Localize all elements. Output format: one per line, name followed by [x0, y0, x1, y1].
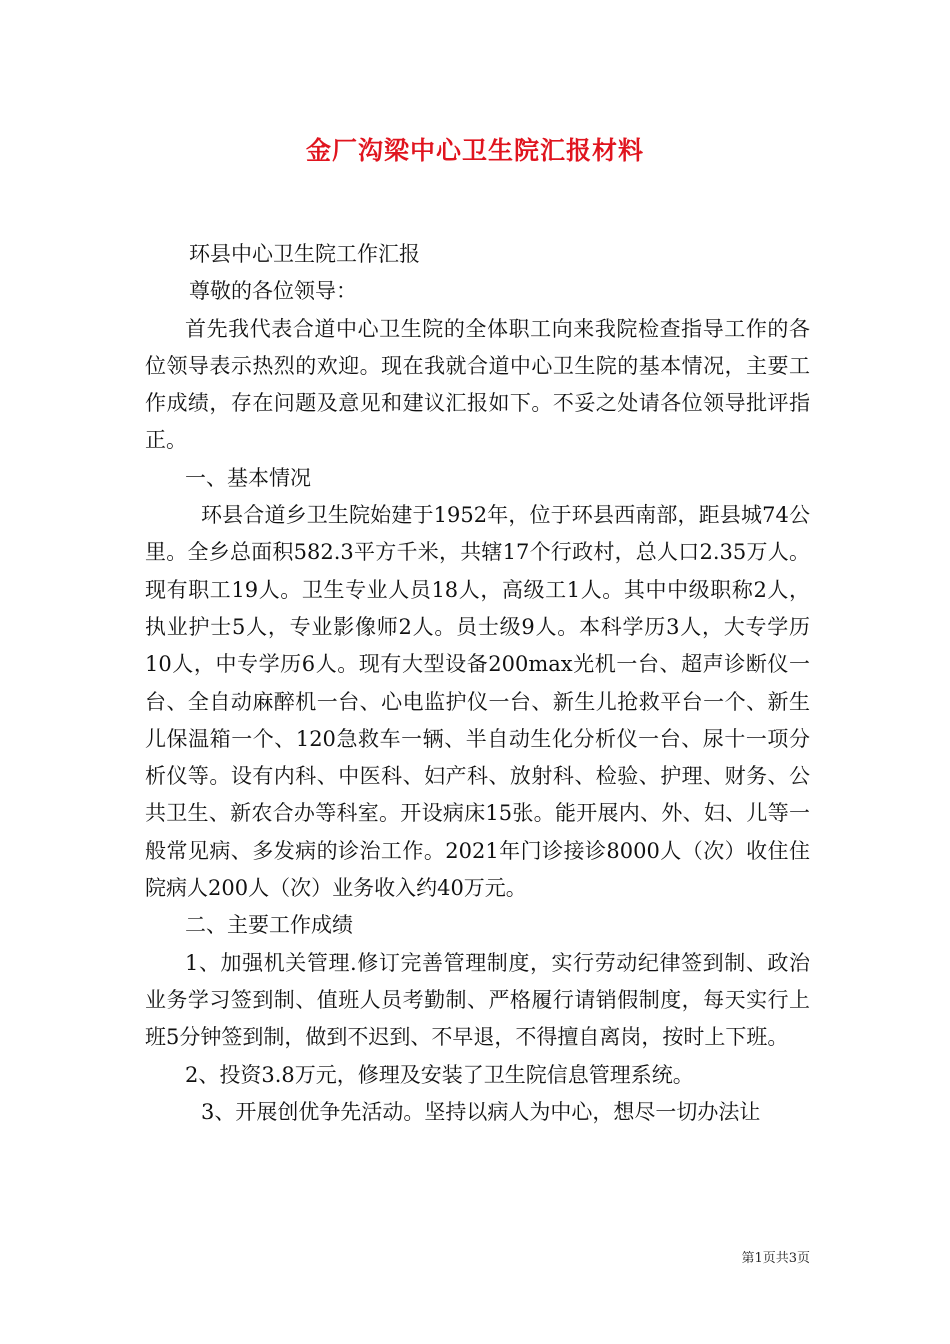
document-title: 金厂沟梁中心卫生院汇报材料 [305, 136, 644, 165]
achievement-item-1: 1、加强机关管理.修订完善管理制度，实行劳动纪律签到制、政治业务学习签到制、值班人员考勤制、严格履行请销假制度，每天实行上班5分钟签到制，做到不迟到、不早退，不得擅自离岗，按时上下班。 [145, 950, 810, 1050]
achievement-item-3: 3、开展创优争先活动。坚持以病人为中心，想尽一切办法让 [201, 1099, 761, 1124]
greeting-line: 尊敬的各位领导： [189, 279, 357, 304]
page-number: 第1页共3页 [741, 1251, 810, 1266]
document-subtitle: 环县中心卫生院工作汇报 [189, 242, 420, 266]
section-heading-basic-info: 一、基本情况 [185, 465, 311, 490]
achievement-item-2: 2、投资3.8万元，修理及安装了卫生院信息管理系统。 [185, 1062, 694, 1087]
section-heading-achievements: 二、主要工作成绩 [185, 913, 353, 938]
document-body [145, 236, 810, 1131]
intro-paragraph: 首先我代表合道中心卫生院的全体职工向来我院检查指导工作的各位领导表示热烈的欢迎。现在我就合道中心卫生院的基本情况，主要工作成绩，存在问题及意见和建议汇报如下。不妥之处请各位领导批评指正。 [145, 316, 810, 453]
basic-info-paragraph: 环县合道乡卫生院始建于1952年，位于环县西南部，距县城74公里。全乡总面积582.3平方千米，共辖17个行政村，总人口2.35万人。现有职工19人。卫生专业人员18人，高级工1人。其中中级职称2人，执业护士5人，专业影像师2人。员士级9人。本科学历3人，大专学历10人，中专学历6人。现有大型设备200max光机一台、超声诊断仪一台、全自动麻醉机一台、心电监护仪一台、新生儿抢救平台一个、新生儿保温箱一个、120急救车一辆、半自动生化分析仪一台、尿十一项分析仪等。设有内科、中医科、妇产科、放射科、检验、护理、财务、公共卫生、新农合办等科室。开设病床15张。能开展内、外、妇、儿等一般常见病、多发病的诊治工作。2021年门诊接诊8000人（次）收住住院病人200人（次）业务收入约40万元。 [145, 503, 810, 901]
